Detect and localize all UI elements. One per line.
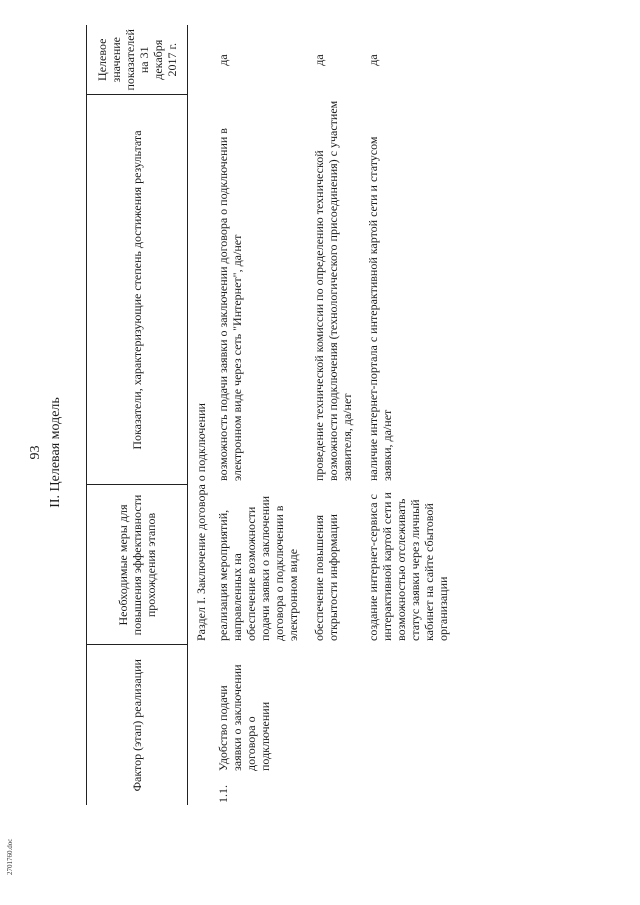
- target-cell: да: [216, 54, 230, 66]
- file-reference: 2701760.doc: [6, 838, 14, 875]
- target-model-table: [86, 25, 460, 805]
- indicator-cell: наличие интернет-портала с интерактивной картой сети и статусом заявки, да/нет: [366, 136, 394, 481]
- factor-number: 1.1.: [216, 785, 230, 803]
- table-row: [310, 25, 364, 805]
- measure-cell: реализация мероприятий, направленных на обеспечение возможности подачи заявки о заключении договора о подключении в электронном виде: [216, 495, 300, 641]
- target-cell: да: [366, 54, 380, 66]
- measure-cell: обеспечение повышения открытости информации: [312, 514, 340, 641]
- column-header-target: Целевое значение показателей на 31 декабря 2017 г.: [87, 25, 188, 95]
- section-title: Раздел I. Заключение договора о подключении: [194, 403, 208, 641]
- page-number: 93: [28, 445, 43, 460]
- column-header-factor: Фактор (этап) реализации: [87, 645, 188, 805]
- indicator-cell: возможность подачи заявки о заключении договора о подключении в электронном виде через сеть "Интернет", да/нет: [216, 128, 244, 481]
- factor-name: Удобство подачи заявки о заключении договора о подключении: [216, 664, 272, 771]
- section-row: [188, 25, 215, 805]
- section-heading: II. Целевая модель: [48, 397, 63, 508]
- table-row: [214, 25, 310, 805]
- table-row: [364, 25, 460, 805]
- measure-cell: создание интернет-сервиса с интерактивной картой сети и возможностью отслеживать статус заявки через личный кабинет на сайте сбытовой организации: [366, 492, 450, 641]
- target-cell: да: [312, 54, 326, 66]
- column-header-indicators: Показатели, характеризующие степень достижения результата: [87, 95, 188, 485]
- indicator-cell: проведение технической комиссии по определению технической возможности подключения (технологического присоединения) с участием заявителя, да/нет: [312, 100, 354, 481]
- table-header-row: [87, 25, 188, 805]
- column-header-measures: Необходимые меры для повышения эффективности прохождения этапов: [87, 485, 188, 645]
